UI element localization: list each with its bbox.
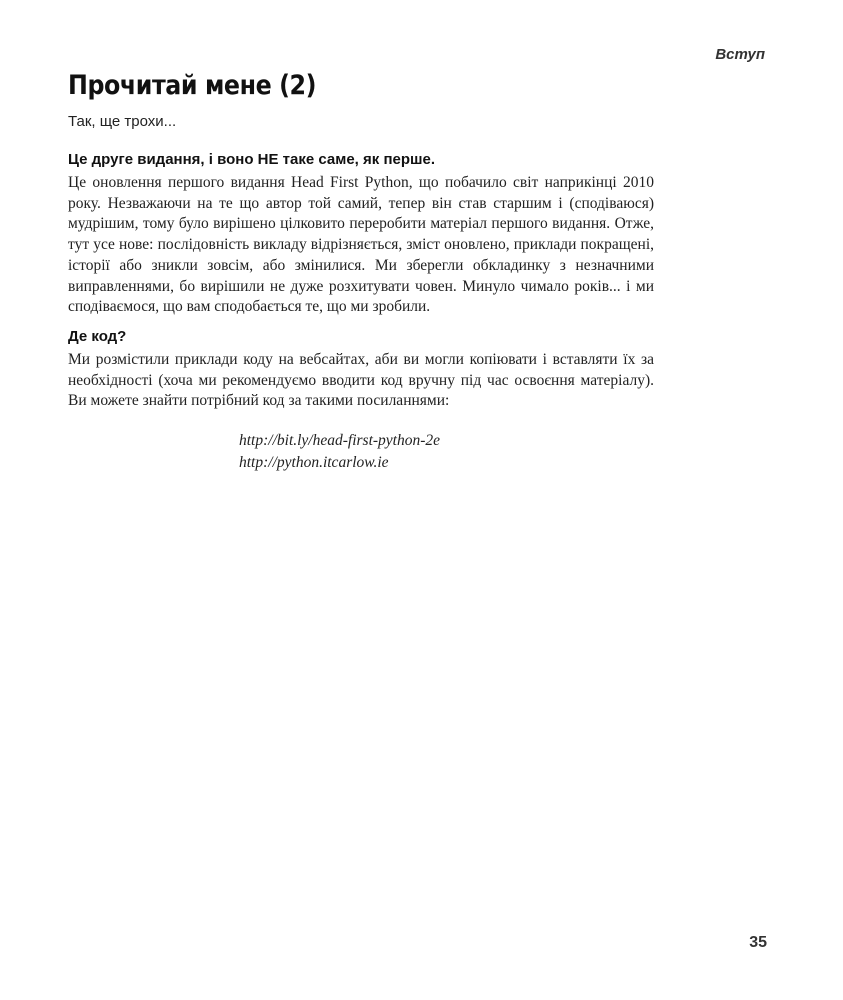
section-second-edition bbox=[68, 151, 654, 318]
section-body: Це оновлення першого видання Head First Python, що побачило світ наприкінці 2010 року. Незважаючи на те що автор той самий, тепер він став старшим і (сподіваюся) мудрішим, тому було вирішено цілковито переробити матеріал першого видання. Отже, тут усе нове: послідовність викладу відрізняється, зміст оновлено, приклади покращені, історії або зникли зовсім, або змінилися. Ми зберегли обкладинку з незначними виправленнями, бо вирішили не дуже розхитувати човен. Минуло чимало років... і ми сподіваємося, що вам сподобається те, що ми зробили. bbox=[68, 174, 654, 316]
page-title: Прочитай мене (2) bbox=[68, 70, 317, 101]
section-heading: Де код? bbox=[68, 328, 127, 345]
section-where-is-code bbox=[68, 328, 654, 412]
running-head: Вступ bbox=[715, 46, 765, 63]
link-itcarlow[interactable]: http://python.itcarlow.ie bbox=[239, 454, 389, 471]
page-number: 35 bbox=[749, 934, 767, 951]
section-body: Ми розмістили приклади коду на вебсайтах, аби ви могли копіювати і вставляти їх за необхідності (хоча ми рекомендуємо вводити код вручну під час освоєння матеріалу). Ви можете знайти потрібний код за такими посиланнями: bbox=[68, 351, 654, 410]
code-links bbox=[239, 430, 440, 474]
page-subtitle: Так, ще трохи... bbox=[68, 113, 177, 130]
section-heading: Це друге видання, і воно НЕ таке саме, як перше. bbox=[68, 151, 436, 168]
link-bitly[interactable]: http://bit.ly/head-first-python-2e bbox=[239, 432, 441, 449]
